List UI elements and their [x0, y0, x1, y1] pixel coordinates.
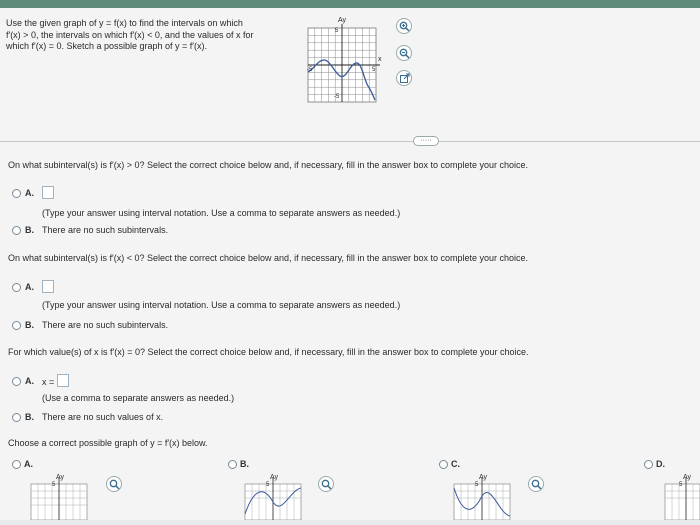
graph-tick-pos-x: 5 — [372, 67, 376, 73]
q4-option-b-radio[interactable] — [228, 460, 237, 469]
q4-option-a-graph[interactable] — [30, 474, 88, 525]
q2-answer-input[interactable] — [42, 280, 54, 293]
q2-option-b-text: There are no such subintervals. — [42, 320, 169, 330]
q4-option-a-tick: 5 — [52, 482, 56, 488]
zoom-out-button[interactable] — [396, 45, 412, 61]
q2-option-b-radio[interactable] — [12, 321, 21, 330]
q4-option-d-tick: 5 — [679, 482, 683, 488]
q2-option-b-label: B. — [25, 320, 34, 330]
q4-option-c-graph[interactable] — [453, 474, 511, 525]
q1-option-a-label: A. — [25, 188, 34, 198]
given-graph-svg — [306, 20, 382, 104]
q3-option-b-text: There are no such values of x. — [42, 412, 164, 422]
q4-option-a-zoom-button[interactable] — [106, 476, 122, 492]
prompt-line-2: f′(x) > 0, the intervals on which f′(x) < 0, and the values of x for — [6, 29, 254, 40]
zoom-in-icon — [531, 479, 542, 490]
q3-option-b-radio[interactable] — [12, 413, 21, 422]
q3-option-a-radio[interactable] — [12, 377, 21, 386]
given-graph — [306, 17, 382, 104]
q3-option-b-label: B. — [25, 412, 34, 422]
q1-option-b-text: There are no such subintervals. — [42, 225, 169, 235]
q4-option-c-tick: 5 — [475, 482, 479, 488]
q3-option-a-label: A. — [25, 376, 34, 386]
q4-option-a-radio[interactable] — [12, 460, 21, 469]
q4-option-b-zoom-button[interactable] — [318, 476, 334, 492]
graph-tick-neg-y: -5 — [334, 94, 340, 100]
q4-option-b-graph[interactable] — [244, 474, 302, 525]
q4-option-d-radio[interactable] — [644, 460, 653, 469]
q4-option-c-radio[interactable] — [439, 460, 448, 469]
q4-option-d-axis: Ay — [683, 474, 692, 481]
zoom-out-icon — [399, 48, 410, 59]
question-4-text: Choose a correct possible graph of y = f′(x) below. — [8, 438, 208, 448]
q4-option-c-label: C. — [451, 459, 460, 469]
q1-option-a-radio[interactable] — [12, 189, 21, 198]
expand-more-button[interactable]: ····· — [413, 136, 439, 146]
q3-answer-input[interactable] — [57, 374, 69, 387]
q4-option-b-label: B. — [240, 459, 249, 469]
q1-answer-input[interactable] — [42, 186, 54, 199]
q4-option-a-label: A. — [24, 459, 33, 469]
popout-button[interactable] — [396, 70, 412, 86]
q4-option-c-zoom-button[interactable] — [528, 476, 544, 492]
q1-option-a-hint: (Type your answer using interval notation. Use a comma to separate answers as needed.) — [42, 208, 401, 218]
zoom-in-button[interactable] — [396, 18, 412, 34]
q3-option-a-hint: (Use a comma to separate answers as needed.) — [42, 393, 235, 403]
q2-option-a-label: A. — [25, 282, 34, 292]
top-bar — [0, 0, 700, 8]
section-divider — [0, 141, 700, 142]
q4-option-a-axis: Ay — [56, 474, 65, 481]
q2-option-a-hint: (Type your answer using interval notation. Use a comma to separate answers as needed.) — [42, 300, 401, 310]
q3-x-equals: x = — [42, 377, 55, 387]
question-2-text: On what subinterval(s) is f′(x) < 0? Select the correct choice below and, if necessary, fill in the answer box to complete your choice. — [8, 253, 529, 263]
q4-option-d-label: D. — [656, 459, 665, 469]
graph-x-axis-label: x — [378, 56, 382, 63]
graph-tick-neg-x: -5 — [307, 67, 313, 73]
prompt-line-1: Use the given graph of y = f(x) to find the intervals on which — [6, 18, 243, 28]
problem-prompt — [6, 18, 296, 53]
external-link-icon — [399, 73, 410, 84]
zoom-in-icon — [109, 479, 120, 490]
q1-option-b-radio[interactable] — [12, 226, 21, 235]
graph-y-axis-label: Ay — [338, 17, 347, 24]
q4-option-b-tick: 5 — [266, 482, 270, 488]
q4-option-c-axis: Ay — [479, 474, 488, 481]
q1-option-b-label: B. — [25, 225, 34, 235]
q2-option-a-radio[interactable] — [12, 283, 21, 292]
q4-option-b-axis: Ay — [270, 474, 279, 481]
q4-option-d-graph[interactable] — [664, 474, 700, 525]
question-1-text: On what subinterval(s) is f′(x) > 0? Select the correct choice below and, if necessary, fill in the answer box to complete your choice. — [8, 160, 529, 170]
zoom-in-icon — [321, 479, 332, 490]
graph-tick-pos-y: 5 — [335, 28, 339, 34]
prompt-line-3: which f′(x) = 0. Sketch a possible graph of y = f′(x). — [6, 41, 207, 51]
zoom-in-icon — [399, 21, 410, 32]
question-3-text: For which value(s) of x is f′(x) = 0? Select the correct choice below and, if necessary, fill in the answer box to complete your choice. — [8, 347, 529, 357]
